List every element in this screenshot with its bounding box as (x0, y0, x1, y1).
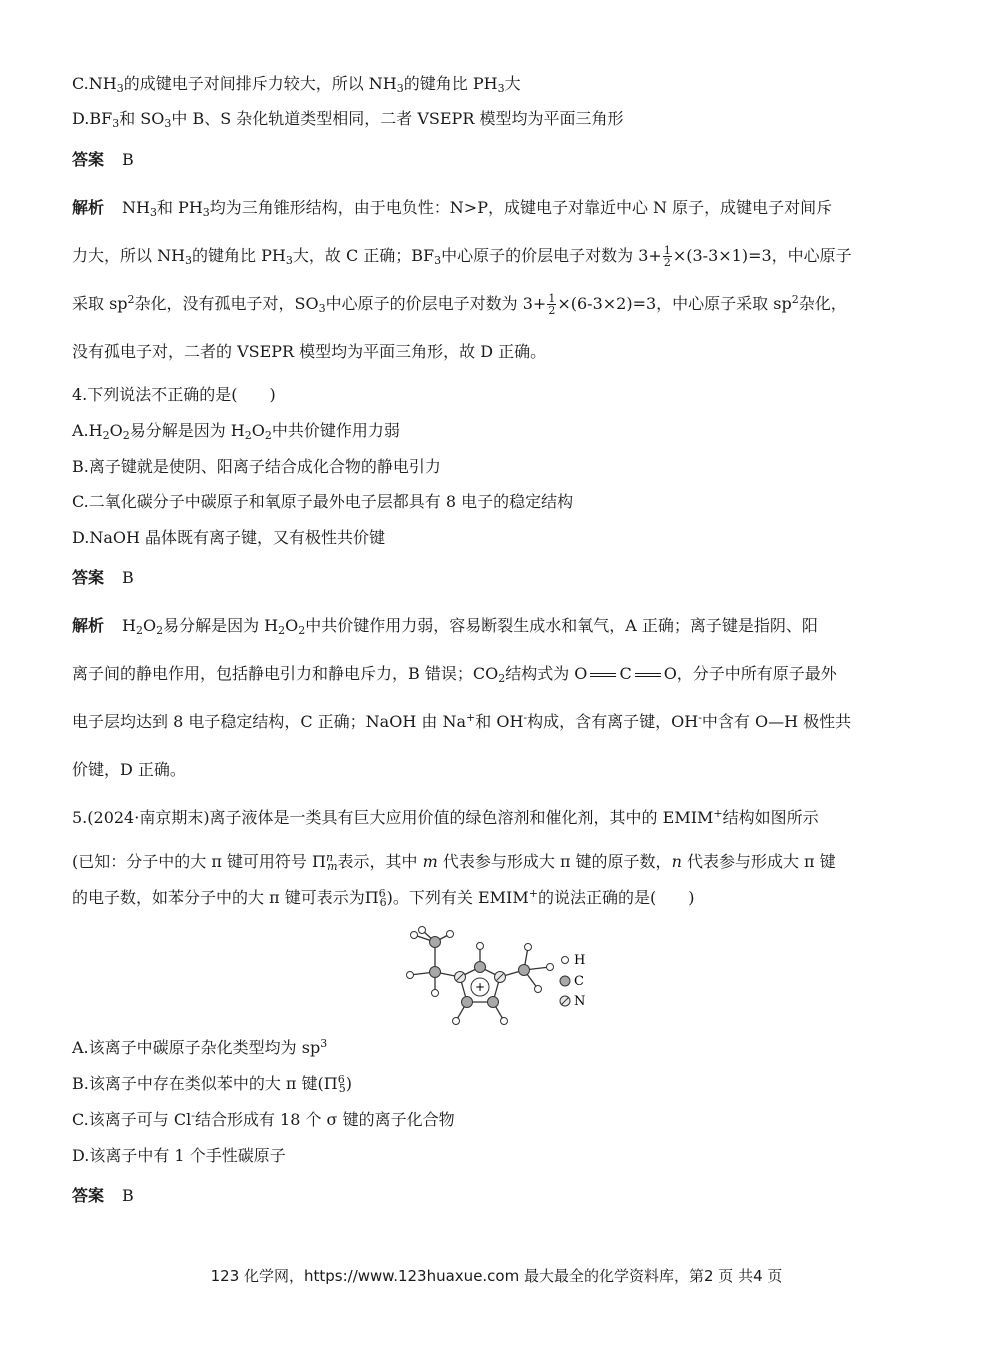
carbon-atom (430, 937, 441, 948)
legend-carbon-label: C (574, 974, 584, 989)
double-bond-icon (635, 673, 661, 677)
hydrogen-atom (407, 972, 414, 979)
answer-5: 答案 B (72, 1186, 134, 1205)
explanation-4-line-3: 电子层均达到 8 电子稳定结构，C 正确；NaOH 由 Na+和 OH-构成，含有离子键，OH-中含有 O—H 极性共 (72, 711, 852, 731)
hydrogen-atom (447, 931, 454, 938)
option-c-prev: $C.NH_3$的成键电子对间排斥力较大，所以 $NH_3$的键角比 $PH_3$大 (72, 74, 521, 95)
hydrogen-atom (453, 1018, 460, 1025)
hydrogen-atom (477, 943, 484, 950)
question-4-option-c: C.二氧化碳分子中碳原子和氧原子最外电子层都具有 8 电子的稳定结构 (72, 492, 574, 511)
hydrogen-atom (525, 944, 532, 951)
question-4-option-d: D.NaOH 晶体既有离子键，又有极性共价键 (72, 528, 386, 547)
emim-structure-figure (400, 925, 600, 1034)
carbon-atom (430, 967, 441, 978)
explanation-3-line-2: 力大，所以 $NH_3$的键角比 $PH_3$大，故 C 正确；$BF_3$中心原子的价层电子对数为 3+ $\frac{1}{2}$ ×(3-3×1)=3，中心原子 (72, 244, 852, 269)
option-d-prev: $D.BF_3$和 $SO_3$中 B、S 杂化轨道类型相同，二者 VSEPR 模型均为平面三角形 (72, 109, 624, 130)
explanation-3-line-3: 采取 $sp^2$杂化，没有孤电子对，$SO_3$中心原子的价层电子对数为 3+ $\frac{1}{2}$ ×(6-3×2)=3，中心原子采取 $sp^2$杂化， (72, 292, 847, 317)
question-4-stem: 4.下列说法不正确的是( ) (72, 385, 276, 404)
legend-carbon-icon (560, 976, 570, 986)
hydrogen-atom (535, 986, 542, 993)
explanation-4-line-1: 解析 $H_2O_2$易分解是因为 $H_2O_2$中共价键作用力弱，容易断裂生成水和氧气，A 正确；离子键是指阴、阳 (72, 616, 818, 637)
hydrogen-atom (419, 927, 426, 934)
question-5-stem-line-2: (已知：分子中的大 π 键可用符号 $\Pi^n_m$表示，其中 m 代表参与形成大 π 键的原子数，n 代表参与形成大 π 键 (72, 851, 836, 873)
hydrogen-atom (411, 932, 418, 939)
carbon-atom (488, 997, 499, 1008)
fraction-one-half: $\frac{1}{2}$ (663, 244, 671, 269)
question-5-stem-line-1: 5.(2024·南京期末)离子液体是一类具有巨大应用价值的绿色溶剂和催化剂，其中的 EMIM+结构如图所示 (72, 807, 819, 827)
explanation-4-line-2: 离子间的静电作用，包括静电引力和静电斥力，B 错误；$CO_2$结构式为 O C O，分子中所有原子最外 (72, 664, 837, 685)
legend-nitrogen-label: N (574, 994, 586, 1009)
emim-molecule-diagram (400, 925, 600, 1030)
question-4-option-b: B.离子键就是使阴、阳离子结合成化合物的静电引力 (72, 457, 441, 476)
question-4-option-a: $A.H_2O_2$易分解是因为 $H_2O_2$中共价键作用力弱 (72, 421, 400, 442)
carbon-atom (462, 997, 473, 1008)
question-5-option-a: A.该离子中碳原子杂化类型均为 $sp^3$ (72, 1037, 328, 1057)
question-5-option-d: D.该离子中有 1 个手性碳原子 (72, 1146, 286, 1165)
explanation-4-line-4: 价键，D 正确。 (72, 760, 186, 779)
explanation-3-line-4: 没有孤电子对，二者的 VSEPR 模型均为平面三角形，故 D 正确。 (72, 342, 547, 361)
double-bond-icon (590, 673, 616, 677)
question-5-option-c: C.该离子可与 Cl-结合形成有 18 个 σ 键的离子化合物 (72, 1109, 455, 1129)
answer-4: 答案 B (72, 568, 134, 587)
page-footer: 123 化学网，https://www.123huaxue.com 最大最全的化学资料库，第2 页 共4 页 (210, 1267, 783, 1285)
atoms (407, 927, 554, 1025)
fraction-one-half: $\frac{1}{2}$ (548, 292, 556, 317)
carbon-atom (519, 965, 530, 976)
hydrogen-atom (547, 964, 554, 971)
explanation-3-line-1: 解析 $NH_3$和 $PH_3$均为三角锥形结构，由于电负性：N>P，成键电子对靠近中心 N 原子，成键电子对间斥 (72, 198, 833, 219)
question-5-stem-line-3: 的电子数，如苯分子中的大 π 键可表示为$\Pi^6_6$)。下列有关 EMIM+的说法正确的是( ) (72, 887, 695, 909)
plus-sign: + (474, 980, 486, 994)
legend-hydrogen-icon (562, 957, 569, 964)
question-5-option-b: B.该离子中存在类似苯中的大 π 键$(\Pi^6_5)$ (72, 1073, 352, 1095)
hydrogen-atom (432, 990, 439, 997)
legend (560, 953, 585, 1009)
answer-3: 答案 B (72, 150, 134, 169)
carbon-atom (475, 962, 486, 973)
hydrogen-atom (501, 1018, 508, 1025)
legend-hydrogen-label: H (574, 953, 586, 968)
